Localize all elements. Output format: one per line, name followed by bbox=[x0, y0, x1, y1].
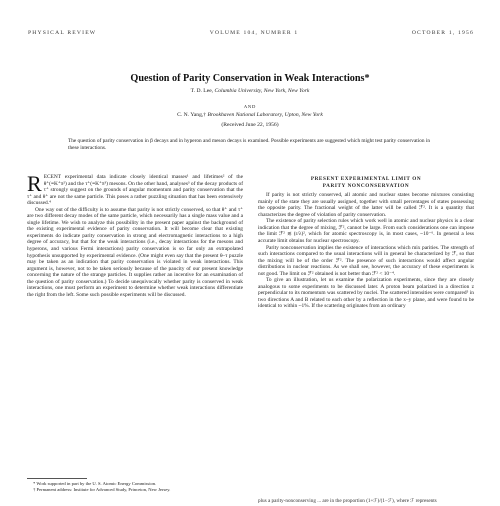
author-1 bbox=[0, 88, 500, 94]
section-heading-line-2: PARITY NONCONSERVATION bbox=[322, 182, 410, 189]
footnote-2: † Permanent address: Institute for Advanced Study, Princeton, New Jersey. bbox=[33, 487, 171, 492]
received-date: (Received June 22, 1956) bbox=[221, 122, 279, 128]
footnote-divider bbox=[27, 478, 87, 479]
running-head bbox=[28, 30, 474, 36]
body-paragraph-2: One way out of the difficulty is to assume that parity is not strictly conserved, so that θ⁺ and τ⁺ are two different decay modes of the same particle, which necessarily has a single mass value and a single lifetime. We wish to analyze this possibility in the present paper against the background of the existing experimental evidence of parity conservation. It will become clear that existing experiments do indicate parity conservation in strong and electromagnetic interactions to a high degree of accuracy, but that for the weak interactions (i.e., decay interactions for the mesons and hyperons, and various Fermi interactions) parity conservation is so far only an extrapolated hypothesis unsupported by experimental evidence. (One might even say that the present θ–τ puzzle may be taken as an indication that parity conservation is violated in weak interactions. This argument is, however, not to be taken seriously because of the paucity of our present knowledge concerning the nature of the strange particles. It supplies rather an incentive for an examination of the question of parity conservation.) To decide unequivocally whether parity is conserved in weak interactions, one must perform an experiment to determine whether weak interactions differentiate the right from the left. Some such possible experiments will be discussed. bbox=[27, 206, 243, 298]
author-1-affiliation: Columbia University, New York, New York bbox=[214, 88, 310, 94]
section-paragraph-3: Parity nonconservation implies the existence of interactions which mix parities. The strength of such interactions compared to the usual interactions will in general be characterized by ℱ, so that the mixing will be of the order ℱ². The presence of such interactions would affect angular distributions in nuclear reactions. As we shall see, however, the accuracy of these experiments is not good. The limit on ℱ² obtained is not better than ℱ² < 10⁻⁴. bbox=[258, 244, 474, 277]
drop-cap: R bbox=[27, 171, 42, 196]
author-2-affiliation: Brookhaven National Laboratory, Upton, New York bbox=[207, 112, 323, 118]
abstract: The question of parity conservation in β decays and in hyperon and meson decays is examined. Possible experiments are suggested which might test parity conservation in these interactions. bbox=[68, 138, 430, 152]
intro-paragraph bbox=[27, 171, 243, 207]
journal-name: PHYSICAL REVIEW bbox=[28, 30, 97, 36]
author-2-name: C. N. Yang,† bbox=[177, 112, 207, 118]
footnotes bbox=[27, 481, 243, 493]
article-title: Question of Parity Conservation in Weak Interactions* bbox=[130, 73, 370, 84]
section-heading bbox=[258, 176, 474, 189]
author-2 bbox=[0, 112, 500, 118]
section-paragraph-2: The existence of parity selection rules which work well in atomic and nuclear physics is a clear indication that the degree of mixing, ℱ², cannot be large. From such considerations one can impose the limit ℱ² ≲ (r/λ)², which for atomic spectroscopy is, in most cases, ~10⁻⁶. In general a less accurate limit obtains for nuclear spectroscopy. bbox=[258, 218, 474, 245]
author-conjunction: AND bbox=[243, 104, 257, 109]
cutoff-text: plus a parity-nonconserving ... are in the proportion (1+ℱ)/(1−ℱ), where ℱ represents bbox=[258, 498, 437, 504]
footnote-1: * Work supported in part by the U. S. Atomic Energy Commission. bbox=[33, 481, 157, 486]
section-paragraph-1: If parity is not strictly conserved, all atomic and nuclear states become mixtures consisting mainly of the state they are usually assigned, together with small percentages of states possessing the opposite parity. The fractional weight of the latter will be called ℱ². It is a quantity that characterizes the degree of violation of parity conservation. bbox=[258, 192, 474, 218]
right-column bbox=[258, 174, 474, 310]
author-1-name: T. D. Lee, bbox=[190, 88, 214, 94]
left-column bbox=[27, 171, 243, 298]
section-heading-line-1: PRESENT EXPERIMENTAL LIMIT ON bbox=[310, 176, 422, 182]
issue-date: OCTOBER 1, 1956 bbox=[411, 30, 474, 36]
volume-number: VOLUME 104, NUMBER 1 bbox=[209, 30, 299, 36]
section-paragraph-4: To give an illustration, let us examine the polarization experiments, since they are closely analogous to some experiments to be discussed later. A proton beam polarized in a direction z perpendicular to its momentum was scattered by nuclei. The scattered intensities were compared⁵ in two directions A and B related to each other by a reflection in the x–y plane, and were found to be identical to within ~1%. If the scattering originates from an ordinary bbox=[258, 277, 474, 310]
intro-paragraph-text: ECENT experimental data indicate closely identical masses¹ and lifetimes² of the θ⁺(≡K⁺π²) and the τ⁺(≡K⁺π³) mesons. On the other hand, analyses³ of the decay products of τ⁺ strongly suggest on the grounds of angular momentum and parity conservation that the τ⁺ and θ⁺ are not the same particle. This poses a rather puzzling situation that has been extensively discussed.⁴ bbox=[27, 174, 243, 207]
